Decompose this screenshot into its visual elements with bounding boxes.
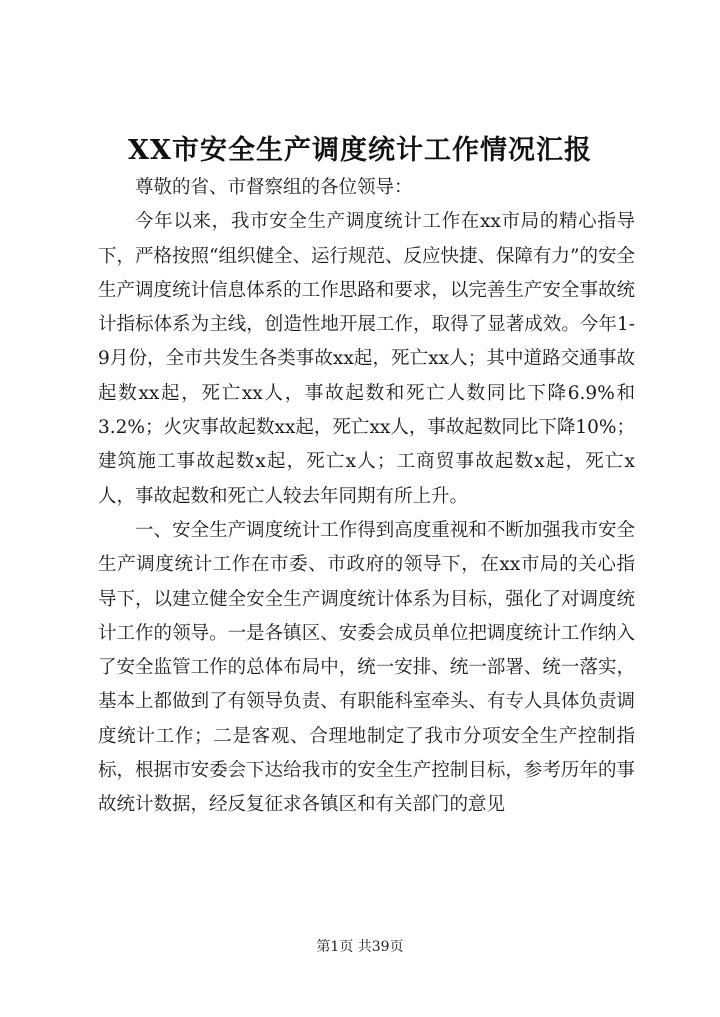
document-body [98, 171, 635, 823]
document-title: XX市安全生产调度统计工作情况汇报 [128, 135, 592, 166]
page-number-footer: 第1页 共39页 [316, 939, 404, 955]
section-one-paragraph: 一、安全生产调度统计工作得到高度重视和不断加强我市安全生产调度统计工作在市委、市政府的领导下，在xx市局的关心指导下，以建立健全安全生产调度统计体系为目标，强化了对调度统计工作的领导。一是各镇区、安委会成员单位把调度统计工作纳入了安全监管工作的总体布局中，统一安排、统一部署、统一落实，基本上都做到了有领导负责、有职能科室牵头、有专人具体负责调度统计工作；二是客观、合理地制定了我市分项安全生产控制指标，根据市安委会下达给我市的安全生产控制目标，参考历年的事故统计数据，经反复征求各镇区和有关部门的意见 [98, 519, 635, 816]
salutation-paragraph: 尊敬的省、市督察组的各位领导： [135, 177, 413, 198]
summary-paragraph: 今年以来，我市安全生产调度统计工作在xx市局的精心指导下，严格按照“组织健全、运行规范、反应快捷、保障有力”的安全生产调度统计信息体系的工作思路和要求，以完善生产安全事故统计指标体系为主线，创造性地开展工作，取得了显著成效。今年1-9月份，全市共发生各类事故xx起，死亡xx人；其中道路交通事故起数xx起，死亡xx人，事故起数和死亡人数同比下降6.9%和3.2%；火灾事故起数xx起，死亡xx人，事故起数同比下降10%；建筑施工事故起数x起，死亡x人；工商贸事故起数x起，死亡x人，事故起数和死亡人较去年同期有所上升。 [98, 211, 635, 507]
